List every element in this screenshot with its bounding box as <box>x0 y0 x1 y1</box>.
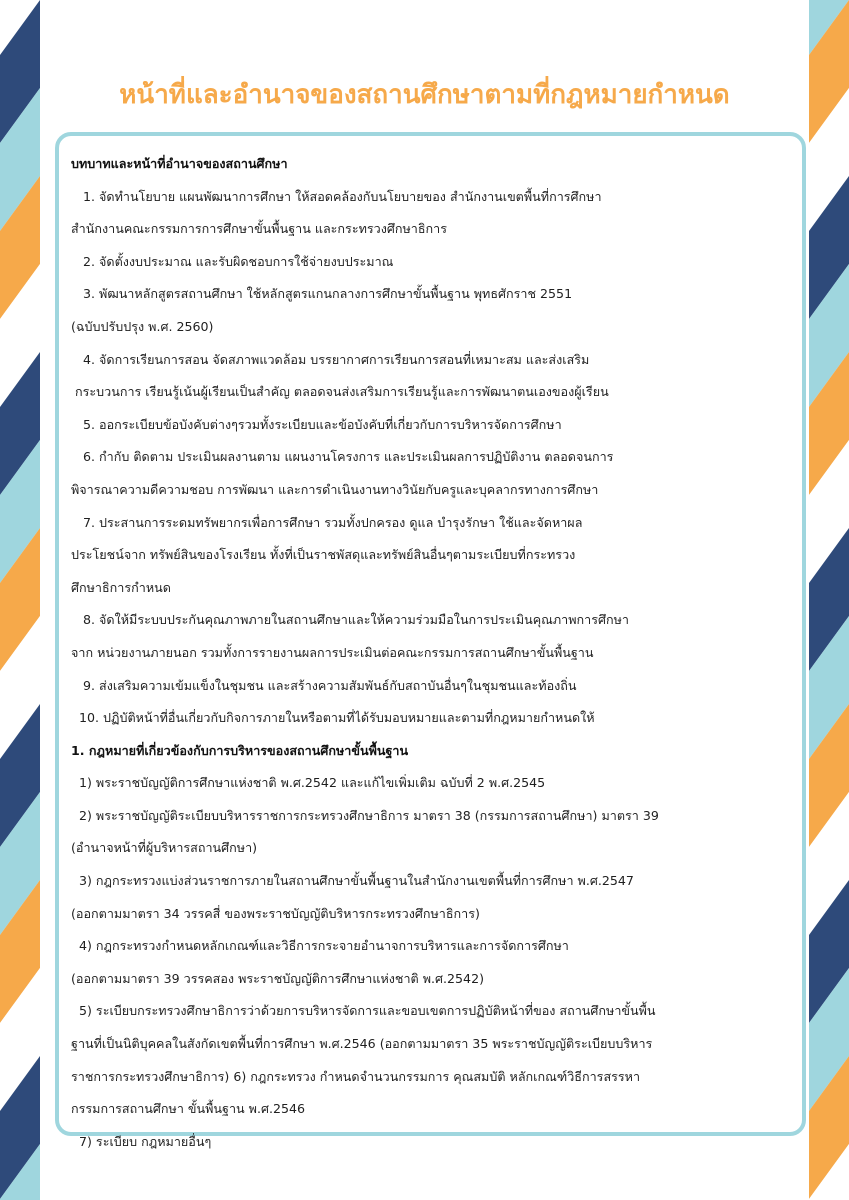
text-line: ประโยชน์จาก ทรัพย์สินของโรงเรียน ทั้งที่เป็นราชพัสดุและทรัพย์สินอื่นๆตามระเบียบที่กระทรวง <box>71 547 576 563</box>
content-lines <box>71 148 794 1158</box>
text-line: ฐานที่เป็นนิติบุคคลในสังกัดเขตพื้นที่การศึกษา พ.ศ.2546 (ออกตามมาตรา 35 พระราชบัญญัติระเบียบบริหาร <box>71 1036 653 1052</box>
section-heading: บทบาทและหน้าที่อำนาจของสถานศึกษา <box>71 156 288 171</box>
text-line: 7) ระเบียบ กฎหมายอื่นๆ <box>79 1133 212 1149</box>
right-stripe-border <box>809 0 849 1200</box>
text-line: 1. จัดทำนโยบาย แผนพัฒนาการศึกษา ให้สอดคล้องกับนโยบายของ สำนักงานเขตพื้นที่การศึกษา <box>83 188 602 204</box>
text-line: 6. กำกับ ติดตาม ประเมินผลงานตาม แผนงานโครงการ และประเมินผลการปฏิบัติงาน ตลอดจนการ <box>83 449 614 465</box>
text-line: 10. ปฏิบัติหน้าที่อื่นเกี่ยวกับกิจการภายในหรือตามที่ได้รับมอบหมายและตามที่กฎหมายกำหนดให้ <box>79 710 595 726</box>
page-title: หน้าที่และอำนาจของสถานศึกษาตามที่กฎหมายกำหนด <box>119 80 730 110</box>
text-line: 7. ประสานการระดมทรัพยากรเพื่อการศึกษา รวมทั้งปกครอง ดูแล บำรุงรักษา ใช้และจัดหาผล <box>83 514 583 530</box>
left-stripe-border <box>0 0 40 1200</box>
content-box <box>55 132 806 1149</box>
text-line: 8. จัดให้มีระบบประกันคุณภาพภายในสถานศึกษาและให้ความร่วมมือในการประเมินคุณภาพการศึกษา <box>83 612 629 628</box>
text-line: (ฉบับปรับปรุง พ.ศ. 2560) <box>71 318 214 334</box>
text-line: สำนักงานคณะกรรมการการศึกษาขั้นพื้นฐาน และกระทรวงศึกษาธิการ <box>71 221 448 237</box>
text-line: 3. พัฒนาหลักสูตรสถานศึกษา ใช้หลักสูตรแกนกลางการศึกษาขั้นพื้นฐาน พุทธศักราช 2551 <box>83 286 573 302</box>
section-heading: 1. กฎหมายที่เกี่ยวข้องกับการบริหารของสถานศึกษาขั้นพื้นฐาน <box>71 742 409 758</box>
text-line: พิจารณาความดีความชอบ การพัฒนา และการดำเนินงานทางวินัยกับครูและบุคลากรทางการศึกษา <box>71 481 599 497</box>
text-line: ราชการกระทรวงศึกษาธิการ) 6) กฎกระทรวง กำหนดจำนวนกรรมการ คุณสมบัติ หลักเกณฑ์วิธีการสรรหา <box>71 1068 641 1084</box>
text-line: (ออกตามมาตรา 34 วรรคสี่ ของพระราชบัญญัติบริหารกระทรวงศึกษาธิการ) <box>71 905 480 921</box>
text-line: กรรมการสถานศึกษา ขั้นพื้นฐาน พ.ศ.2546 <box>71 1101 306 1117</box>
text-line: จาก หน่วยงานภายนอก รวมทั้งการรายงานผลการประเมินต่อคณะกรรมการสถานศึกษาขั้นพื้นฐาน <box>71 644 594 660</box>
text-line: กระบวนการ เรียนรู้เน้นผู้เรียนเป็นสำคัญ ตลอดจนส่งเสริมการเรียนรู้และการพัฒนาตนเองของผู้เรียน <box>75 384 609 400</box>
text-line: ศึกษาธิการกำหนด <box>71 579 171 595</box>
text-line: 1) พระราชบัญญัติการศึกษาแห่งชาติ พ.ศ.2542 และแก้ไขเพิ่มเติม ฉบับที่ 2 พ.ศ.2545 <box>79 775 546 791</box>
text-line: 4) กฎกระทรวงกำหนดหลักเกณฑ์และวิธีการกระจายอำนาจการบริหารและการจัดการศึกษา <box>79 938 569 954</box>
text-line: (ออกตามมาตรา 39 วรรคสอง พระราชบัญญัติการศึกษาแห่งชาติ พ.ศ.2542) <box>71 970 484 986</box>
text-line: 5. ออกระเบียบข้อบังคับต่างๆรวมทั้งระเบียบและข้อบังคับที่เกี่ยวกับการบริหารจัดการศึกษา <box>83 416 562 432</box>
text-line: 5) ระเบียบกระทรวงศึกษาธิการว่าด้วยการบริหารจัดการและขอบเขตการปฏิบัติหน้าที่ของ สถานศึกษาขั้นพื้น <box>79 1003 656 1019</box>
text-line: 2) พระราชบัญญัติระเบียบบริหารราชการกระทรวงศึกษาธิการ มาตรา 38 (กรรมการสถานศึกษา) มาตรา 39 <box>79 807 659 823</box>
text-line: 9. ส่งเสริมความเข้มแข็งในชุมชน และสร้างความสัมพันธ์กับสถาบันอื่นๆในชุมชนและท้องถิ่น <box>83 677 577 693</box>
text-line: 4. จัดการเรียนการสอน จัดสภาพแวดล้อม บรรยากาศการเรียนการสอนที่เหมาะสม และส่งเสริม <box>83 351 590 367</box>
text-line: (อำนาจหน้าที่ผู้บริหารสถานศึกษา) <box>71 840 258 856</box>
text-line: 3) กฎกระทรวงแบ่งส่วนราชการภายในสถานศึกษาขั้นพื้นฐานในสำนักงานเขตพื้นที่การศึกษา พ.ศ.2547 <box>79 873 634 889</box>
text-line: 2. จัดตั้งงบประมาณ และรับผิดชอบการใช้จ่ายงบประมาณ <box>83 253 394 269</box>
